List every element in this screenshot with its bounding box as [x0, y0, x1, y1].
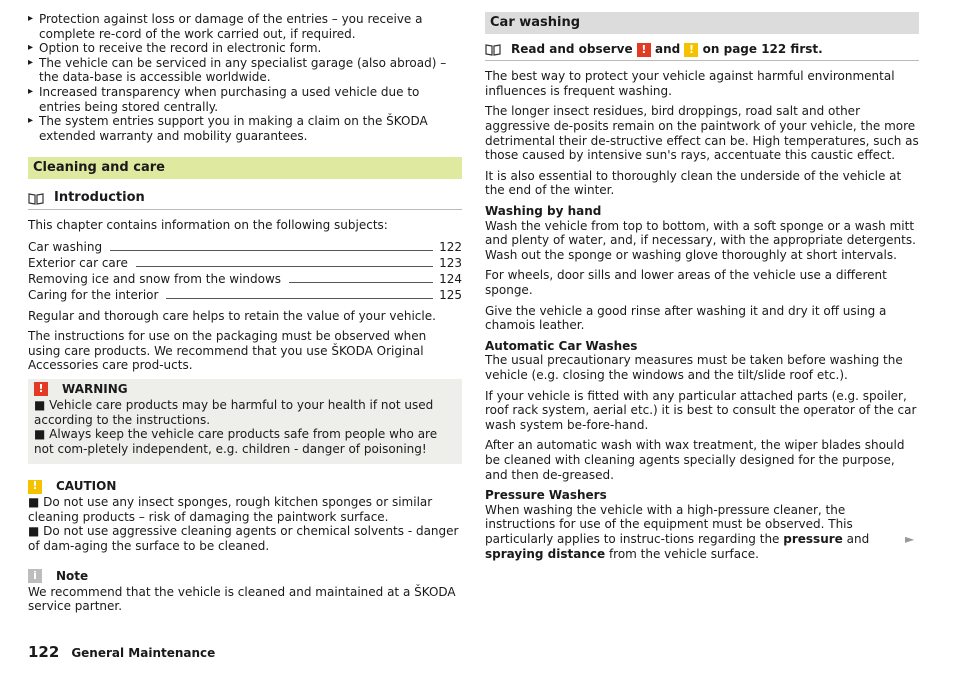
caution-box [28, 478, 462, 553]
list-item: ■ Always keep the vehicle care products safe from people who are not com-pletely independent, e.g. children - danger of poisoning! [34, 427, 438, 456]
list-item: ▸ The vehicle can be serviced in any specialist garage (also abroad) – the data-base is accessible worldwide. [28, 56, 462, 85]
section-title: Car washing [485, 12, 919, 34]
toc-item[interactable]: Caring for the interior 125 [28, 287, 462, 302]
paragraph: If your vehicle is fitted with any particular attached parts (e.g. spoiler, roof rack system, aerial etc.) it is best to consult the operator of the car wash system be-fore-hand. [485, 388, 917, 432]
book-icon [28, 193, 44, 205]
page-footer [28, 643, 215, 661]
page-number: 122 [28, 643, 60, 661]
heading-pressure: Pressure Washers [485, 488, 607, 503]
paragraph: The usual precautionary measures must be taken before washing the vehicle (e.g. closing the windows and the tilt/slide roof etc.). [485, 353, 903, 382]
continue-arrow-icon: ► [905, 532, 915, 546]
toc-item[interactable]: Exterior car care 123 [28, 255, 462, 270]
warning-icon[interactable]: ! [637, 43, 651, 57]
left-column [28, 12, 462, 614]
list-item: ▸ Protection against loss or damage of the entries – you receive a complete re-cord of the work carried out, if required. [28, 12, 462, 41]
paragraph: It is also essential to thoroughly clean the underside of the vehicle at the end of the winter. [485, 168, 902, 198]
paragraph: After an automatic wash with wax treatment, the wiper blades should be cleaned with cleaning agents specially designed for the purpose, and then de-greased. [485, 438, 905, 482]
warning-label: WARNING [62, 382, 128, 397]
note-box [28, 568, 462, 614]
list-item: ■ Do not use any insect sponges, rough kitchen sponges or similar cleaning products – risk of damaging the paintwork surface. [28, 495, 433, 524]
toc-item[interactable]: Car washing 122 [28, 239, 462, 254]
heading-automatic: Automatic Car Washes [485, 338, 638, 353]
paragraph: Wash the vehicle from top to bottom, with a soft sponge or a wash mitt and plenty of water, and, if necessary, with the appropriate detergents. Wash out the sponge or washing glove thoroughly at short intervals. [485, 218, 916, 262]
caution-label: CAUTION [56, 479, 117, 494]
caution-icon[interactable]: ! [684, 43, 698, 57]
right-column [485, 12, 919, 567]
list-item: ▸ The system entries support you in making a claim on the ŠKODA extended warranty and mobility guarantees. [28, 114, 462, 143]
list-item: ▸ Increased transparency when purchasing a used vehicle due to entries being stored centrally. [28, 85, 462, 114]
note-text: We recommend that the vehicle is cleaned and maintained at a ŠKODA service partner. [28, 584, 456, 614]
caution-icon: ! [28, 480, 42, 494]
subsection-title: Introduction [54, 190, 145, 206]
paragraph: The best way to protect your vehicle against harmful environmental influences is frequent washing. [485, 69, 895, 98]
note-label: Note [56, 568, 89, 583]
footer-section: General Maintenance [71, 646, 216, 660]
subsection-header [28, 191, 462, 210]
warning-icon: ! [34, 382, 48, 396]
paragraph: Give the vehicle a good rinse after washing it and dry it off using a chamois leather. [485, 303, 887, 333]
paragraph: The instructions for use on the packaging must be observed when using care products. We recommend that you use ŠKODA Original Accessories care prod-ucts. [28, 329, 427, 373]
toc [28, 239, 462, 303]
list-item: ■ Vehicle care products may be harmful to your health if not used according to the instructions. [34, 397, 434, 427]
intro-text: This chapter contains information on the following subjects: [28, 217, 388, 232]
warning-box [28, 379, 462, 464]
list-item: ■ Do not use aggressive cleaning agents or chemical solvents - danger of dam-aging the surface to be cleaned. [28, 524, 459, 554]
heading-hand: Washing by hand [485, 204, 602, 219]
book-icon [485, 44, 501, 56]
list-item: ▸ Option to receive the record in electronic form. [28, 41, 462, 56]
paragraph: When washing the vehicle with a high-pressure cleaner, the instructions for use of the equipment must be observed. This particularly applies to instruc-tions regarding the pressure and spraying distance from the vehicle surface. [485, 502, 870, 561]
note-icon: i [28, 569, 42, 583]
paragraph: The longer insect residues, bird droppings, road salt and other aggressive de-posits remain on the paintwork of your vehicle, the more detrimental their de-structive effect can be. High temperatures, such as those caused by intensive sun's rays, accentuate this caustic effect. [485, 104, 919, 163]
section-title: Cleaning and care [28, 157, 462, 179]
read-observe-line: Read and observe ! and ! on page 122 first. [485, 42, 919, 61]
paragraph: For wheels, door sills and lower areas of the vehicle use a different sponge. [485, 268, 887, 298]
paragraph: Regular and thorough care helps to retain the value of your vehicle. [28, 308, 436, 323]
toc-item[interactable]: Removing ice and snow from the windows 124 [28, 271, 462, 286]
